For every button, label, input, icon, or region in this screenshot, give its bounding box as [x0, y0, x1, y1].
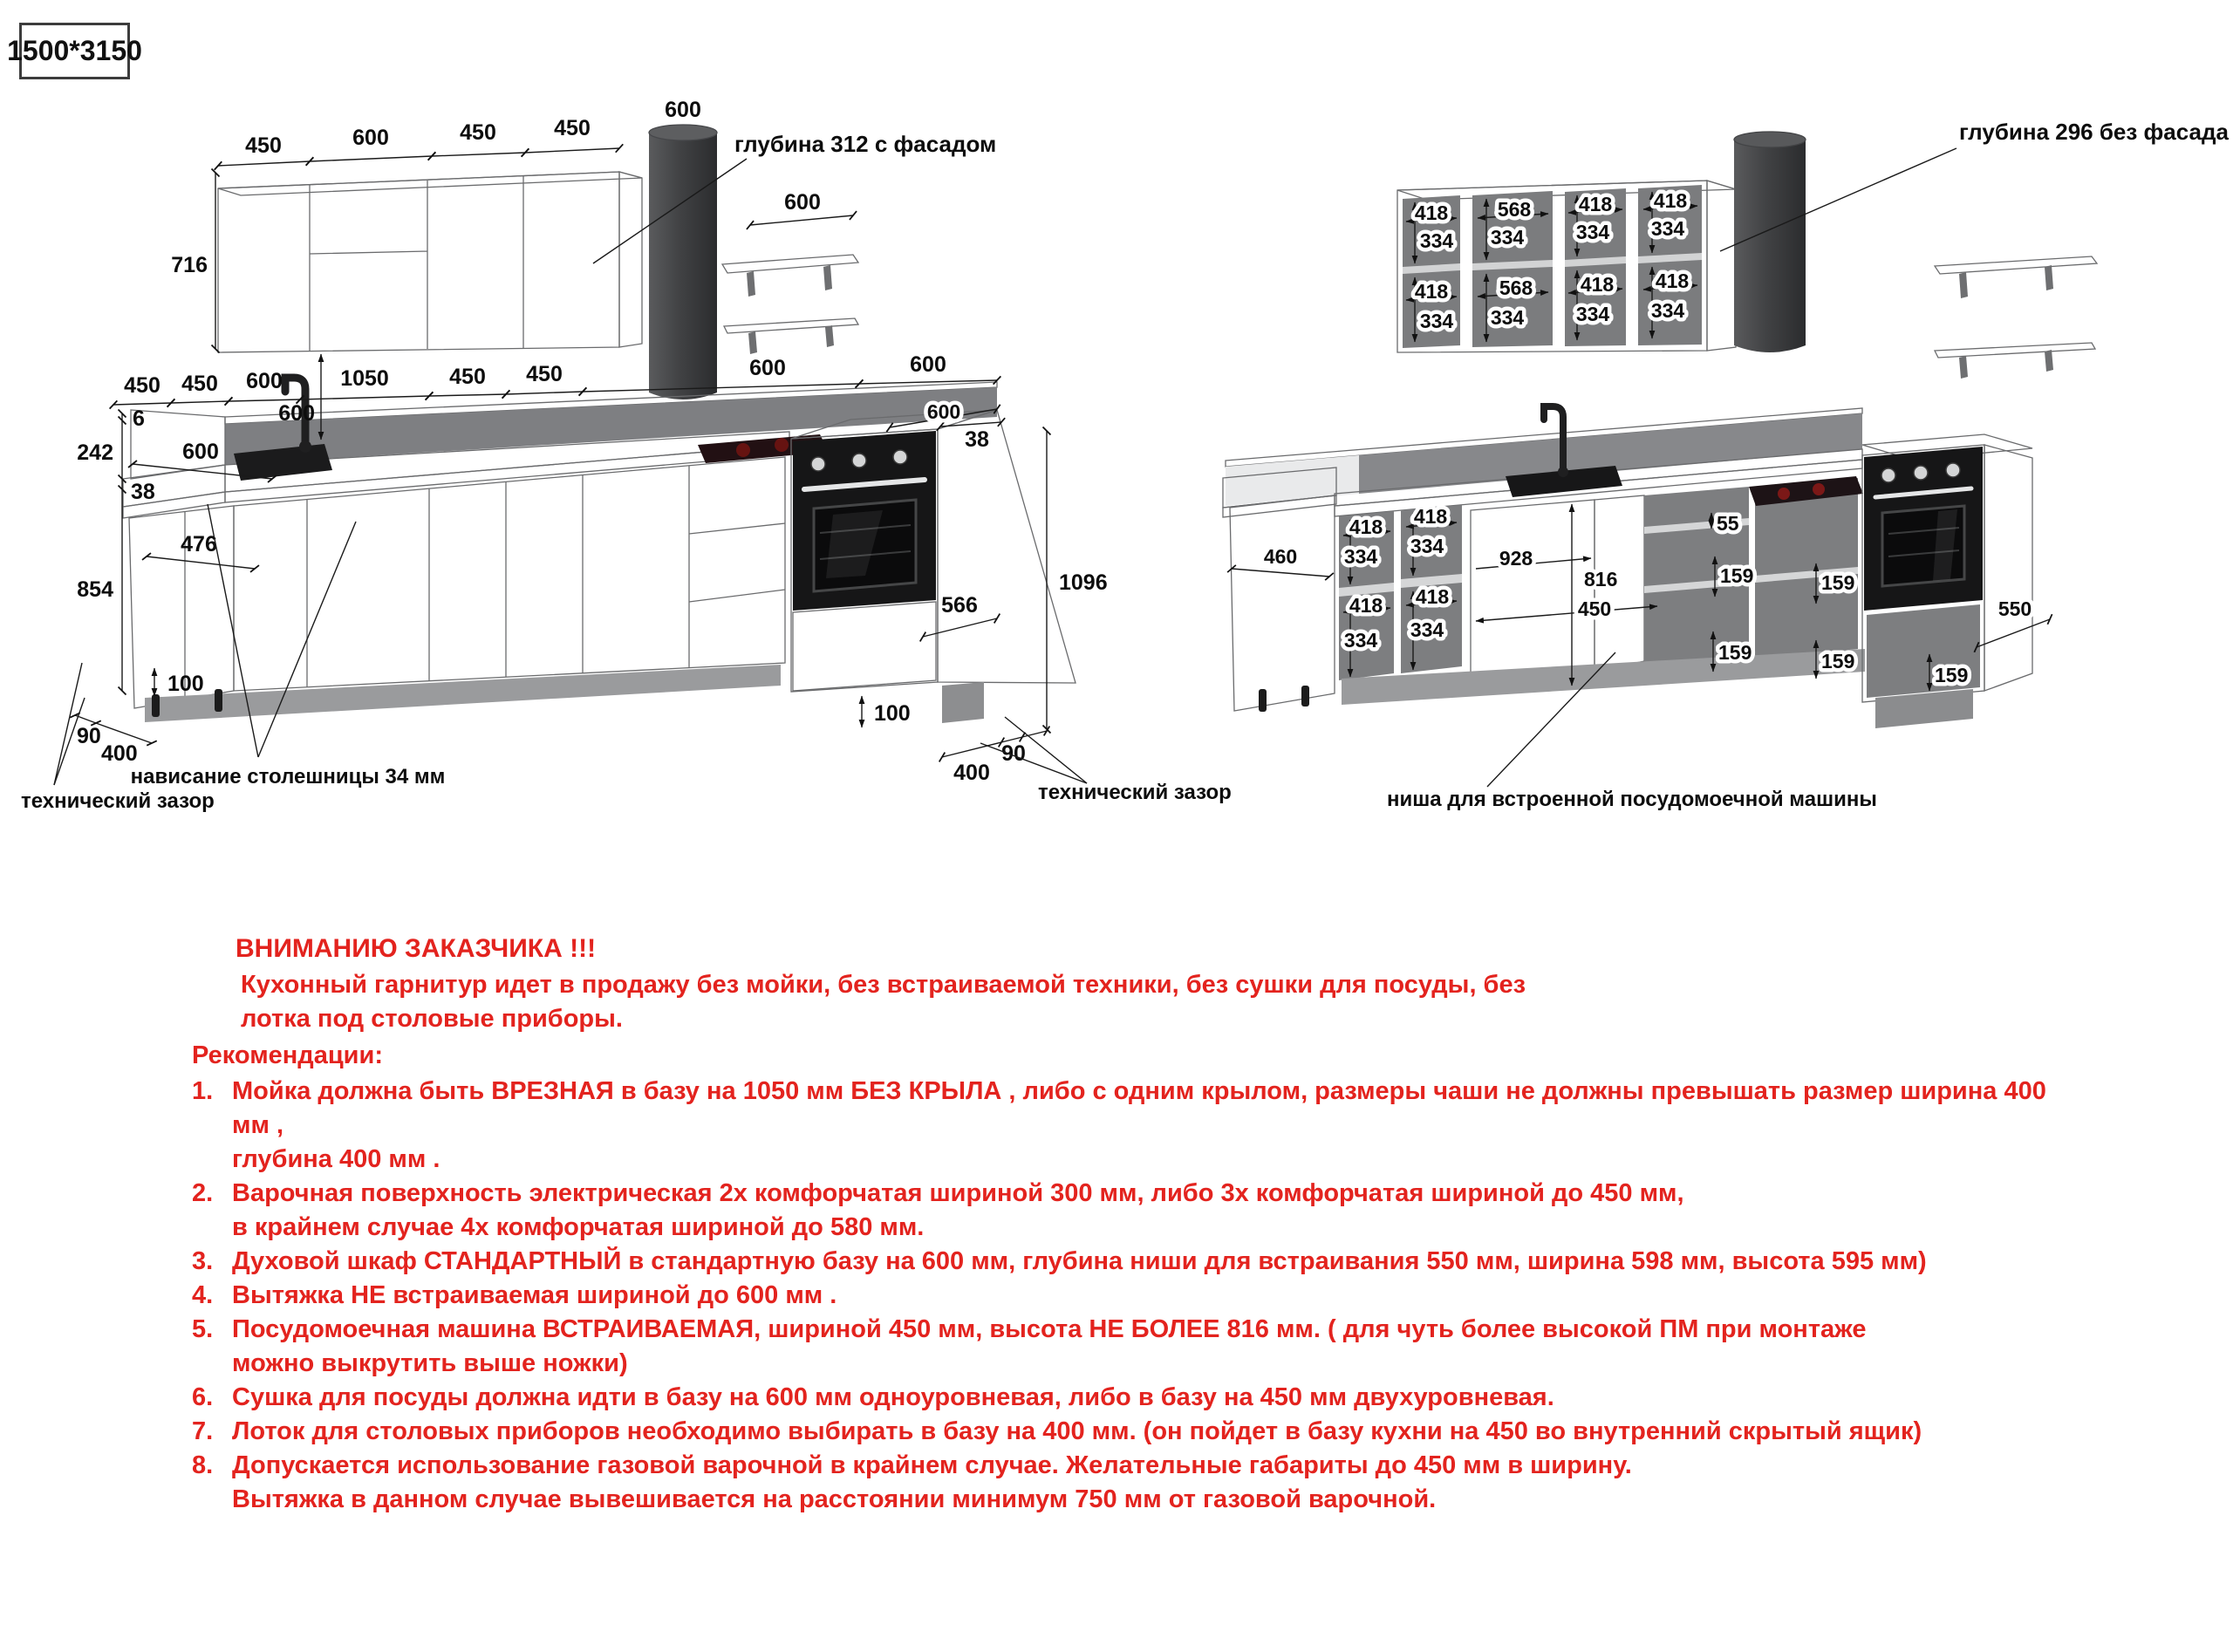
dim-dw-width: 450 [1577, 597, 1612, 620]
tech-gap-label-left: технический зазор [21, 789, 215, 813]
dim-upper-600: 600 [352, 126, 389, 150]
dim-uc4-both: 334 [1650, 299, 1685, 322]
note-num: 7. [192, 1417, 214, 1445]
dim-uc2-botw: 568 [1499, 276, 1533, 299]
dim-uc1-botw: 418 [1414, 280, 1449, 303]
note-item-1 [185, 1075, 2052, 1143]
right-view [1223, 119, 2229, 811]
dim-apron-height: 242 [77, 440, 113, 465]
dim-corner-width: 476 [181, 532, 217, 556]
dim-uc2-topw: 568 [1497, 198, 1532, 221]
dim-right-depth: 400 [953, 761, 990, 785]
note-item-7 [185, 1415, 2052, 1449]
dim-left-gap: 90 [77, 724, 101, 748]
dim-bc1-topw: 418 [1349, 515, 1383, 538]
dim-bc2-botw: 418 [1415, 585, 1450, 608]
note-item-1b [185, 1143, 2052, 1177]
dim-tall-top-depth: 600 [926, 400, 961, 423]
dim-drawer-small: 55 [1717, 512, 1739, 535]
note-item-2b [185, 1211, 2052, 1245]
note-num: 3. [192, 1247, 214, 1275]
right-depth-label: глубина 296 без фасада [1959, 119, 2229, 145]
dim-plinth-right: 100 [874, 701, 911, 726]
oven-cabinet-left [791, 410, 1076, 723]
cooker-hood-left [649, 125, 717, 399]
dim-right-gap: 90 [1001, 741, 1026, 766]
dim-counter-thickness: 38 [131, 480, 155, 504]
attention-line-1: Кухонный гарнитур идет в продажу без мойки, без встраиваемой техники, без сушки для посуды, без [241, 971, 1526, 999]
note-num: 6. [192, 1383, 214, 1411]
note-text: Вытяжка НЕ встраиваемая шириной до 600 мм . [232, 1281, 837, 1309]
note-item-3 [185, 1245, 2052, 1279]
dim-base-2: 600 [246, 369, 283, 393]
note-item-6 [185, 1381, 2052, 1415]
dim-apron-top: 6 [133, 406, 145, 431]
cooker-hood-right [1734, 132, 1806, 352]
left-view [21, 98, 1232, 813]
dim-bc1-both: 334 [1343, 629, 1378, 652]
wall-shelves-left [722, 255, 858, 354]
dim-bc2-toph: 334 [1410, 535, 1444, 557]
note-num: 2. [192, 1179, 214, 1207]
tech-gap-label-right: технический зазор [1038, 781, 1232, 804]
dim-oven-gap: 566 [941, 593, 978, 618]
note-text: Духовой шкаф СТАНДАРТНЫЙ в стандартную базу на 600 мм, глубина ниши для встраивания 550 мм, ширина 598 мм, высота 595 мм) [232, 1247, 1927, 1275]
note-item-5b [185, 1347, 2052, 1381]
note-text: Сушка для посуды должна идти в базу на 600 мм одноуровневая, либо в базу на 450 мм двухуровневая. [232, 1383, 1554, 1411]
dim-uc1-topw: 418 [1414, 201, 1449, 224]
dim-return-depth: 600 [182, 440, 219, 464]
dim-upper-height: 716 [171, 253, 208, 277]
dim-drawer-1: 159 [1718, 641, 1752, 664]
dim-bc2-both: 334 [1410, 618, 1444, 641]
attention-line-2: лотка под столовые приборы. [241, 1005, 623, 1033]
dim-uc1-toph: 334 [1419, 229, 1454, 252]
dim-drawer-4: 159 [1935, 664, 1969, 686]
dim-uc3-botw: 418 [1580, 273, 1615, 296]
note-item-5 [185, 1313, 2052, 1347]
dim-niche-width: 928 [1499, 547, 1533, 570]
note-text: Посудомоечная машина ВСТРАИВАЕМАЯ, шириной 450 мм, высота НЕ БОЛЕЕ 816 мм. ( для чуть более высокой ПМ при монтаже [232, 1315, 1867, 1343]
dim-tall-height: 1096 [1059, 570, 1108, 595]
dim-oven-depth: 550 [1997, 597, 2032, 620]
dim-drawer-3: 159 [1821, 650, 1855, 672]
dim-upper-450a: 450 [245, 133, 282, 158]
dim-drawer-2: 159 [1821, 571, 1855, 594]
dim-base-3: 1050 [340, 366, 389, 391]
dim-base-7: 600 [910, 352, 946, 377]
dim-wall-gap: 600 [278, 401, 315, 426]
dim-bc2-topw: 418 [1413, 505, 1448, 528]
dim-bc1-toph: 334 [1343, 545, 1378, 568]
dim-left-depth: 400 [101, 741, 138, 766]
customer-notes [185, 930, 2052, 1517]
dim-base-0: 450 [124, 373, 160, 398]
dim-uc3-toph: 334 [1575, 221, 1610, 243]
dim-right-counter-thickness: 38 [965, 427, 989, 452]
note-item-8 [185, 1449, 2052, 1483]
note-text: Варочная поверхность электрическая 2х комфорчатая шириной 300 мм, либо 3х комфорчатая шириной до 450 мм, [232, 1179, 1684, 1207]
dim-upper-450c: 450 [554, 116, 591, 140]
left-depth-label: глубина 312 с фасадом [734, 131, 997, 157]
dim-base-1: 450 [181, 372, 218, 396]
dim-uc2-toph: 334 [1490, 226, 1525, 249]
dim-uc2-both: 334 [1490, 306, 1525, 329]
recommendations-title: Рекомендации: [192, 1041, 383, 1069]
note-text: Лоток для столовых приборов необходимо выбирать в базу на 400 мм. (он пойдет в базу кухни на 450 во внутренний скрытый ящик) [232, 1417, 1922, 1445]
note-text: можно выкрутить выше ножки) [232, 1349, 628, 1377]
note-num: 1. [192, 1077, 214, 1105]
overhang-label: нависание столешницы 34 мм [130, 765, 446, 788]
dim-uc4-topw: 418 [1653, 189, 1688, 212]
note-text: Вытяжка в данном случае вывешивается на расстоянии минимум 750 мм от газовой варочной. [232, 1485, 1437, 1513]
right-base-run [1223, 408, 1865, 712]
note-num: 5. [192, 1315, 214, 1343]
wall-shelves-right [1935, 256, 2097, 379]
note-text: в крайнем случае 4х комфорчатая шириной до 580 мм. [232, 1213, 925, 1241]
dim-side-depth: 460 [1263, 545, 1298, 568]
dim-upper-450b: 450 [460, 120, 496, 145]
dishwasher-niche-label: ниша для встроенной посудомоечной машины [1387, 788, 1877, 811]
note-text: Мойка должна быть ВРЕЗНАЯ в базу на 1050 мм БЕЗ КРЫЛА , либо с одним крылом, размеры чаши не должны превышать размер ширина 400 мм , [232, 1077, 2046, 1139]
dim-shelf-width: 600 [784, 190, 821, 215]
note-text: глубина 400 мм . [232, 1145, 440, 1173]
note-num: 8. [192, 1451, 214, 1479]
note-item-2 [185, 1177, 2052, 1211]
note-text: Допускается использование газовой варочной в крайнем случае. Желательные габариты до 450 мм в ширину. [232, 1451, 1632, 1479]
dim-uc1-both: 334 [1419, 310, 1454, 332]
overall-size-label: 1500*3150 [7, 35, 142, 66]
left-upper-cabinets [218, 172, 642, 352]
dim-base-5: 450 [526, 362, 563, 386]
dim-plinth-left: 100 [167, 672, 204, 696]
dim-uc4-botw: 418 [1655, 270, 1690, 292]
note-item-4 [185, 1279, 2052, 1313]
attention-title: ВНИМАНИЮ ЗАКАЗЧИКА !!! [236, 934, 597, 963]
note-num: 4. [192, 1281, 214, 1309]
dim-uc3-both: 334 [1575, 303, 1610, 325]
dim-hood-width: 600 [665, 98, 701, 122]
dim-bc1-botw: 418 [1349, 594, 1383, 617]
dim-base-4: 450 [449, 365, 486, 389]
dim-base-height: 854 [77, 577, 113, 602]
dim-uc3-topw: 418 [1578, 193, 1613, 215]
note-item-8b [185, 1483, 2052, 1517]
dim-base-6: 600 [749, 356, 786, 380]
dim-uc4-toph: 334 [1650, 217, 1685, 240]
dim-niche-height: 816 [1584, 568, 1618, 590]
dim-drawer-0: 159 [1720, 564, 1754, 587]
